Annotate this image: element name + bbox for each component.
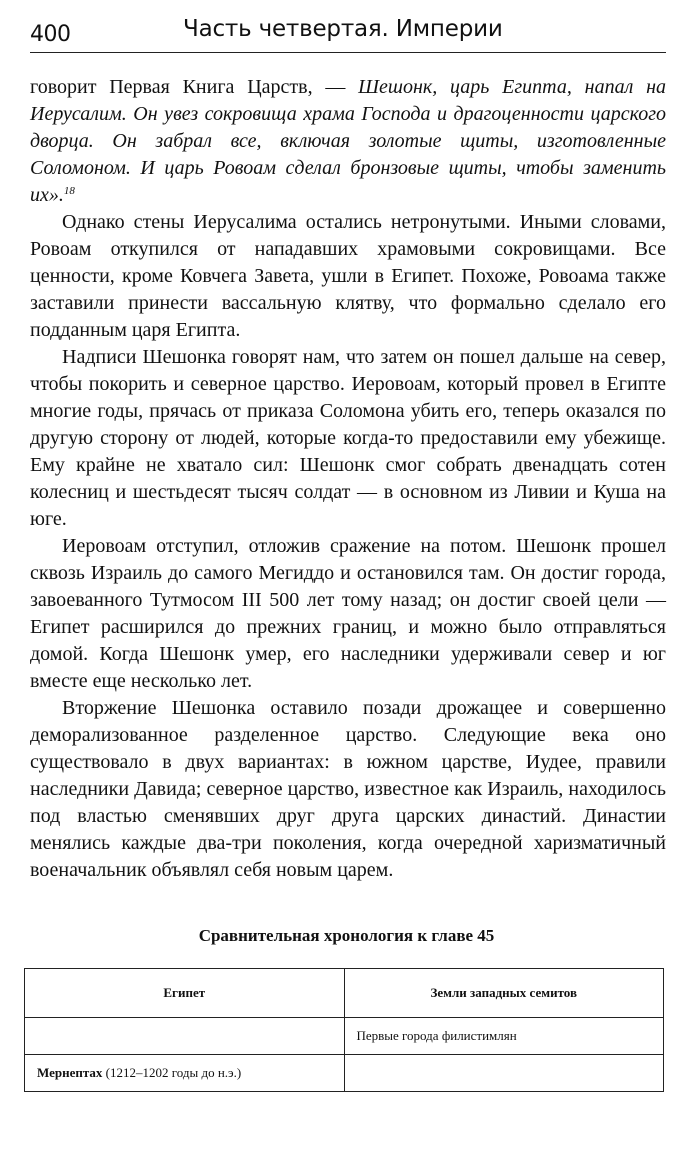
paragraph-5: Вторжение Шешонка оставило позади дрожащее и совершенно деморализованное разделенное царство. Следующие века оно существовало в двух вариантах: в южном царстве, Иудее, правили наследники Давида; северное царство, известное как Израиль, находилось под властью сменявших друг друга царских династий. Династии менялись каждые два-три поколения, когда очередной харизматичный военачальник объявлял себя новым царем.	[30, 697, 666, 881]
cell-west	[344, 1055, 664, 1092]
chronology-table	[24, 968, 664, 1092]
cell-egypt	[25, 1055, 345, 1092]
pharaoh-name: Мернептах	[37, 1065, 103, 1080]
table-header-row	[25, 969, 664, 1018]
footnote-ref: 18	[63, 185, 75, 197]
table-row	[25, 1018, 664, 1055]
pharaoh-dates: (1212–1202 годы до н.э.)	[105, 1065, 242, 1080]
table-title: Сравнительная хронология к главе 45	[198, 926, 495, 945]
page-number: 400	[30, 22, 71, 47]
cell-west: Первые города филистимлян	[344, 1018, 664, 1055]
paragraph-3: Надписи Шешонка говорят нам, что затем он пошел дальше на север, чтобы покорить и северное царство. Иеровоам, который провел в Египте многие годы, прячась от приказа Соломона убить его, теперь оказался по другую сторону от людей, которые когда-то предоставили ему убежище. Ему крайне не хватало сил: Шешонк смог собрать двенадцать сотен колесниц и шестьдесят тысяч солдат — в основном из Ливии и Куша на юге.	[30, 346, 666, 530]
page-header	[30, 12, 666, 53]
header-egypt: Египет	[25, 969, 345, 1018]
body-text	[30, 74, 666, 884]
paragraph-2: Однако стены Иерусалима остались нетронутыми. Иными словами, Ровоам откупился от нападавших храмовыми сокровищами. Все ценности, кроме Ковчега Завета, ушли в Египет. Похоже, Ровоама также заставили принести вассальную клятву, что формально сделало его подданным царя Египта.	[30, 211, 666, 341]
bible-quote: Шешонк, царь Египта, напал на Иерусалим. Он увез сокровища храма Господа и драгоценности царского дворца. Он забрал все, включая золотые щиты, изготовленные Соломоном. И царь Ровоам сделал бронзовые щиты, чтобы заменить их».	[30, 76, 666, 206]
paragraph-4: Иеровоам отступил, отложив сражение на потом. Шешонк прошел сквозь Израиль до самого Мегиддо и остановился там. Он достиг города, завоеванного Тутмосом III 500 лет тому назад; он достиг своей цели — Египет расширился до прежних границ, и можно было отправляться домой. Когда Шешонк умер, его наследники удерживали север и юг вместе еще несколько лет.	[30, 535, 666, 692]
paragraph-1-lead: говорит Первая Книга Царств, —	[30, 76, 359, 98]
paragraph-1	[30, 74, 666, 209]
header-west-semites: Земли западных семитов	[344, 969, 664, 1018]
cell-egypt	[25, 1018, 345, 1055]
running-title: Часть четвертая. Империи	[183, 16, 503, 42]
table-row	[25, 1055, 664, 1092]
